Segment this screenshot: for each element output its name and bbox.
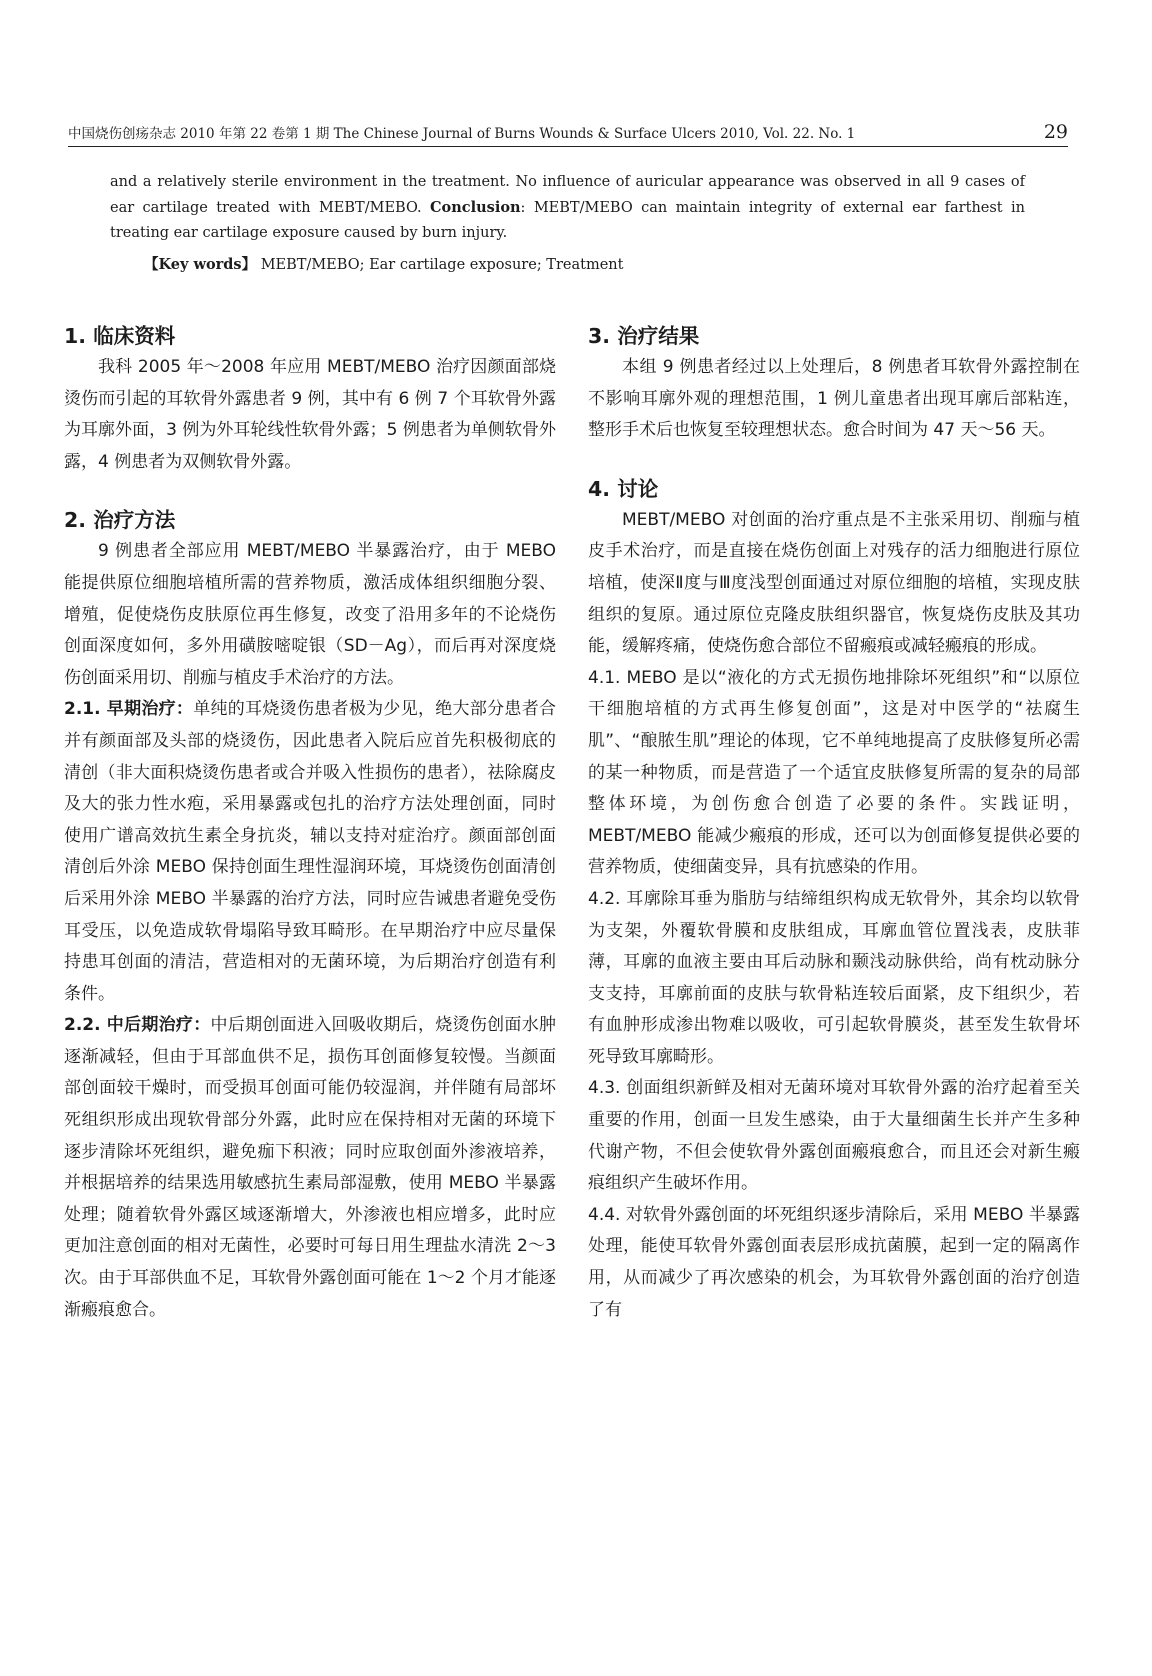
section-4-3-paragraph: 4.3. 创面组织新鲜及相对无菌环境对耳软骨外露的治疗起着至关重要的作用，创面一旦发生感染，由于大量细菌生长并产生多种代谢产物，不但会使软骨外露创面瘢痕愈合，而且还会对新生瘢痕组织产生破坏作用。: [588, 1078, 1080, 1194]
section-2-2-text: 中后期创面进入回吸收期后，烧烫伤创面水肿逐渐减轻，但由于耳部血供不足，损伤耳创面修复较慢。当颜面部创面较干燥时，而受损耳创面可能仍较湿润，并伴随有局部坏死组织形成出现软骨部分外露，此时应在保持相对无菌的环境下逐步清除坏死组织，避免痂下积液；同时应取创面外渗液培养，并根据培养的结果选用敏感抗生素局部湿敷，使用 MEBO 半暴露处理；随着软骨外露区域逐渐增大，外渗液也相应增多，此时应更加注意创面的相对无菌性，必要时可每日用生理盐水清洗 2～3 次。由于耳部供血不足，耳软骨外露创面可能在 1～2 个月才能逐渐瘢痕愈合。: [64, 1015, 556, 1320]
section-2-1-paragraph: [64, 694, 556, 1010]
section-3-heading: 3. 治疗结果: [588, 324, 700, 348]
section-2-heading: 2. 治疗方法: [64, 508, 176, 533]
english-abstract: [110, 170, 1025, 278]
keywords-text: MEBT/MEBO; Ear cartilage exposure; Treatment: [260, 257, 624, 273]
keywords-line: [110, 252, 1025, 278]
journal-citation: 中国烧伤创疡杂志 2010 年第 22 卷第 1 期 The Chinese Journal of Burns Wounds & Surface Ulcers 2010, Vol. 22. No. 1: [68, 126, 856, 142]
abstract-text-1: and a relatively sterile environment in the treatment. No influence of auricular appearance was observed in all 9 cases of ear cartilage treated with MEBT/MEBO.: [110, 174, 1025, 216]
section-4-2-paragraph: 4.2. 耳廓除耳垂为脂肪与结缔组织构成无软骨外，其余均以软骨为支架，外覆软骨膜和皮肤组成，耳廓血管位置浅表，皮肤菲薄，耳廓的血液主要由耳后动脉和颞浅动脉供给，尚有枕动脉分支支持，耳廓前面的皮肤与软骨粘连较后面紧，皮下组织少，若有血肿形成渗出物难以吸收，可引起软骨膜炎，甚至发生软骨坏死导致耳廓畸形。: [588, 888, 1080, 1067]
section-4-heading: 4. 讨论: [588, 476, 659, 501]
section-2-paragraph: 9 例患者全部应用 MEBT/MEBO 半暴露治疗，由于 MEBO 能提供原位细胞培植所需的营养物质，激活成体组织细胞分裂、增殖，促使烧伤皮肤原位再生修复，改变了沿用多年的不论烧伤创面深度如何，多外用磺胺嘧啶银（SD－Ag），而后再对深度烧伤创面采用切、削痂与植皮手术治疗的方法。: [64, 541, 556, 688]
section-1-paragraph: 我科 2005 年～2008 年应用 MEBT/MEBO 治疗因颜面部烧烫伤而引起的耳软骨外露患者 9 例，其中有 6 例 7 个耳软骨外露为耳廓外面，3 例为外耳轮线性软骨外露；5 例患者为单侧软骨外露，4 例患者为双侧软骨外露。: [64, 357, 556, 472]
section-2-1-text: 单纯的耳烧烫伤患者极为少见，绝大部分患者合并有颜面部及头部的烧烫伤，因此患者入院后应首先积极彻底的清创（非大面积烧烫伤患者或合并吸入性损伤的患者），祛除腐皮及大的张力性水疱，采用暴露或包扎的治疗方法处理创面，同时使用广谱高效抗生素全身抗炎，辅以支持对症治疗。颜面部创面清创后外涂 MEBO 保持创面生理性湿润环境，耳烧烫伤创面清创后采用外涂 MEBO 半暴露的治疗方法，同时应告诫患者避免受伤耳受压，以免造成软骨塌陷导致耳畸形。在早期治疗中应尽量保持患耳创面的清洁，营造相对的无菌环境，为后期治疗创造有利条件。: [64, 699, 557, 1004]
abstract-text-2: : MEBT/MEBO can maintain integrity of external ear farthest in treating ear cartilage exposure caused by burn injury.: [110, 200, 1026, 241]
section-2-2-paragraph: [64, 1010, 556, 1326]
section-4-1-paragraph: 4.1. MEBO 是以“液化的方式无损伤地排除坏死组织”和“以原位干细胞培植的方式再生修复创面”，这是对中医学的“祛腐生肌”、“酿脓生肌”理论的体现，它不单纯地提高了皮肤修复所必需的某一种物质，而是营造了一个适宜皮肤修复所需的复杂的局部整体环境，为创伤愈合创造了必要的条件。实践证明，MEBT/MEBO 能减少瘢痕的形成，还可以为创面修复提供必要的营养物质，使细菌变异，具有抗感染的作用。: [588, 667, 1080, 878]
section-4-paragraph: MEBT/MEBO 对创面的治疗重点是不主张采用切、削痂与植皮手术治疗，而是直接在烧伤创面上对残存的活力细胞进行原位培植，使深Ⅱ度与Ⅲ度浅型创面通过对原位细胞的培植，实现皮肤组织的复原。通过原位克隆皮肤组织器官，恢复烧伤皮肤及其功能，缓解疼痛，使烧伤愈合部位不留瘢痕或减轻瘢痕的形成。: [588, 509, 1080, 657]
left-column: [64, 320, 556, 1326]
section-1-heading: 1. 临床资料: [64, 324, 176, 348]
right-column: [588, 320, 1080, 1326]
section-2-1-label: 2.1. 早期治疗：: [64, 699, 194, 720]
conclusion-label: Conclusion: [430, 199, 521, 216]
page-number: 29: [1043, 121, 1068, 143]
section-4-4-paragraph: 4.4. 对软骨外露创面的坏死组织逐步清除后，采用 MEBO 半暴露处理，能使耳软骨外露创面表层形成抗菌膜，起到一定的隔离作用，从而减少了再次感染的机会，为耳软骨外露创面的治疗创造了有: [588, 1204, 1080, 1320]
section-3-paragraph: 本组 9 例患者经过以上处理后，8 例患者耳软骨外露控制在不影响耳廓外观的理想范围，1 例儿童患者出现耳廓后部粘连，整形手术后也恢复至较理想状态。愈合时间为 47 天～56 天。: [588, 357, 1080, 441]
running-head: [68, 121, 1068, 147]
section-2-2-label: 2.2. 中后期治疗：: [64, 1015, 211, 1036]
keywords-label: 【Key words】: [144, 256, 257, 273]
abstract-results: [110, 170, 1025, 246]
